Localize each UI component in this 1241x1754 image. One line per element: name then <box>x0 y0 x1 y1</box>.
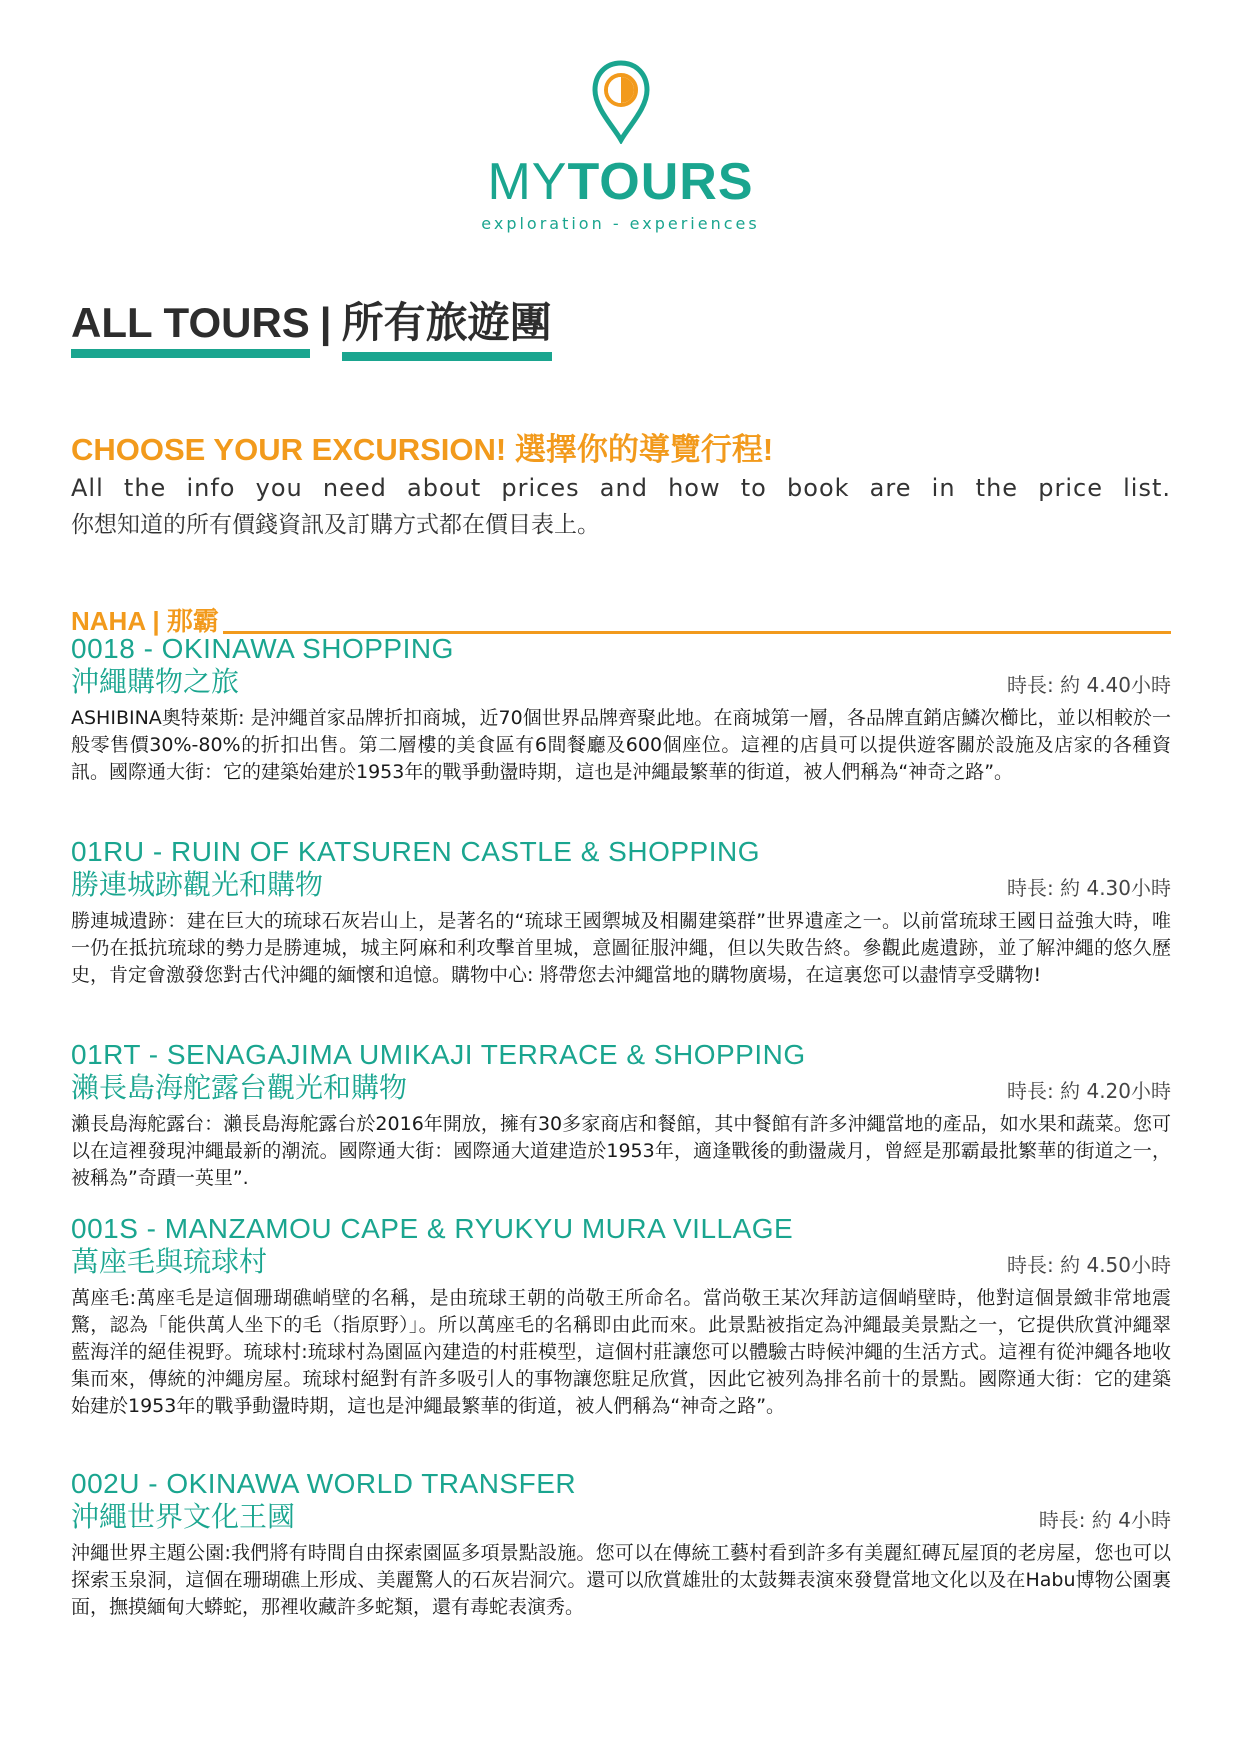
tour-item <box>71 633 1171 786</box>
tour-description: 沖繩世界主題公園:我們將有時間自由探索園區多項景點設施。您可以在傳統工藝村看到許多有美麗紅磚瓦屋頂的老房屋，您也可以探索玉泉洞，這個在珊瑚礁上形成、美麗驚人的石灰岩洞穴。還可以欣賞雄壯的太鼓舞表演來發覺當地文化以及在Habu博物公園裏面，撫摸緬甸大蟒蛇，那裡收藏許多蛇類，還有毒蛇表演秀。 <box>71 1542 1171 1618</box>
tour-code: 002U - OKINAWA WORLD TRANSFER <box>71 1468 577 1499</box>
tour-item <box>71 1039 1171 1192</box>
tour-code: 01RT - SENAGAJIMA UMIKAJI TERRACE & SHOPPING <box>71 1039 806 1070</box>
tour-name-zh: 萬座毛與琉球村 <box>71 1245 268 1278</box>
tour-duration: 時長: 約 4小時 <box>1038 1508 1171 1532</box>
page-title-zh: 所有旅遊團 <box>342 290 552 361</box>
brand-my: MY <box>487 153 568 211</box>
tour-item <box>71 1213 1171 1420</box>
tour-name-zh: 勝連城跡觀光和購物 <box>71 868 324 901</box>
tour-description: 萬座毛:萬座毛是這個珊瑚礁峭壁的名稱，是由琉球王朝的尚敬王所命名。當尚敬王某次拜訪這個峭壁時，他對這個景緻非常地震驚，認為「能供萬人坐下的毛（指原野）」。所以萬座毛的名稱即由此而來。此景點被指定為沖繩最美景點之一，它提供欣賞沖繩翠藍海洋的絕佳視野。琉球村:琉球村為園區內建造的村莊模型，這個村莊讓您可以體驗古時候沖繩的生活方式。這裡有從沖繩各地收集而來，傳統的沖繩房屋。琉球村絕對有許多吸引人的事物讓您駐足欣賞，因此它被列為排名前十的景點。國際通大街：它的建築始建於1953年的戰爭動盪時期，這也是沖繩最繁華的街道，被人們稱為“神奇之路”。 <box>71 1287 1171 1417</box>
tour-item <box>71 1468 1171 1621</box>
section-label: NAHA | 那霸 <box>71 606 219 636</box>
brand-tagline: exploration - experiences <box>481 214 760 233</box>
tour-code: 0018 - OKINAWA SHOPPING <box>71 633 454 664</box>
tour-duration: 時長: 約 4.30小時 <box>1007 876 1171 900</box>
intro-text-en: All the info you need about prices and how to book are in the price list. <box>71 474 1171 502</box>
intro-text-zh: 你想知道的所有價錢資訊及訂購方式都在價目表上。 <box>71 512 600 538</box>
tour-name-zh: 沖繩購物之旅 <box>71 665 240 698</box>
page-title-en: ALL TOURS <box>71 299 310 358</box>
tour-duration: 時長: 約 4.20小時 <box>1007 1079 1171 1103</box>
map-pin-logo-icon <box>591 60 651 144</box>
excursion-heading: CHOOSE YOUR EXCURSION! 選擇你的導覽行程! <box>71 432 774 467</box>
tour-description: ASHIBINA奧特萊斯: 是沖繩首家品牌折扣商城，近70個世界品牌齊聚此地。在商城第一層，各品牌直銷店鱗次櫛比，並以相較於一般零售價30%-80%的折扣出售。第二層樓的美食區有6間餐廳及600個座位。這裡的店員可以提供遊客關於設施及店家的各種資訊。國際通大街：它的建築始建於1953年的戰爭動盪時期，這也是沖繩最繁華的街道，被人們稱為“神奇之路”。 <box>71 707 1171 783</box>
tour-duration: 時長: 約 4.40小時 <box>1007 673 1171 697</box>
logo <box>0 60 1241 233</box>
brand-tours: TOURS <box>567 153 754 211</box>
tour-description: 勝連城遺跡：建在巨大的琉球石灰岩山上，是著名的“琉球王國禦城及相關建築群”世界遺產之一。以前當琉球王國日益強大時，唯一仍在抵抗琉球的勢力是勝連城，城主阿麻和利攻擊首里城，意圖征服沖繩，但以失敗告終。參觀此處遺跡，並了解沖繩的悠久歷史，肯定會激發您對古代沖繩的緬懷和追憶。購物中心: 將帶您去沖繩當地的購物廣場，在這裏您可以盡情享受購物! <box>71 910 1171 986</box>
tour-code: 01RU - RUIN OF KATSUREN CASTLE & SHOPPING <box>71 836 760 867</box>
tour-code: 001S - MANZAMOU CAPE & RYUKYU MURA VILLAGE <box>71 1213 794 1244</box>
page-title-separator: | <box>319 299 332 346</box>
brand-name <box>0 154 1241 210</box>
tour-name-zh: 瀨長島海舵露台觀光和購物 <box>71 1071 408 1104</box>
tour-name-zh: 沖繩世界文化王國 <box>71 1500 296 1533</box>
page-title <box>71 290 552 361</box>
tour-duration: 時長: 約 4.50小時 <box>1007 1253 1171 1277</box>
tour-description: 瀨長島海舵露台：瀨長島海舵露台於2016年開放，擁有30多家商店和餐館，其中餐館有許多沖繩當地的產品，如水果和蔬菜。您可以在這裡發現沖繩最新的潮流。國際通大街：國際通大道建造於1953年，適逢戰後的動盪歲月，曾經是那霸最批繁華的街道之一，被稱為”奇蹟一英里”. <box>71 1113 1171 1189</box>
tour-item <box>71 836 1171 989</box>
